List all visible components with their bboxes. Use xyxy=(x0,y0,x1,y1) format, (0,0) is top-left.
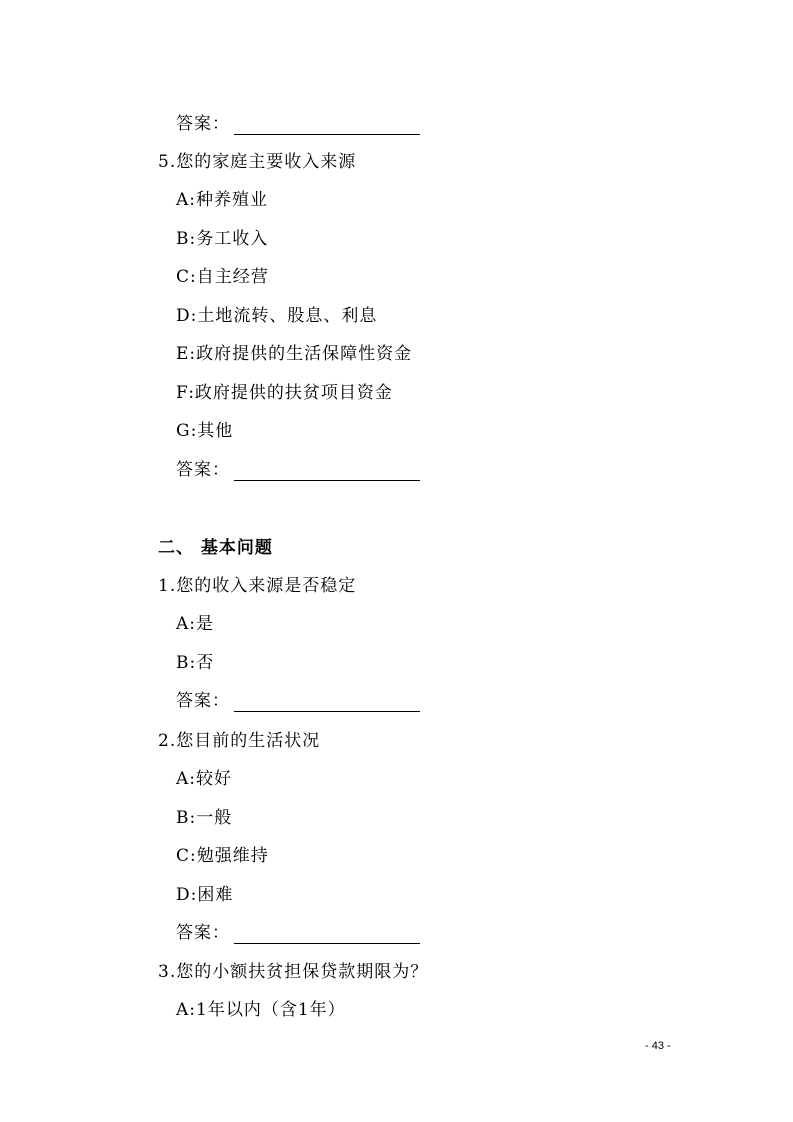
question-title: 1.您的收入来源是否稳定 xyxy=(158,576,357,596)
section-heading: 二、 基本问题 xyxy=(158,538,273,558)
question-title: 2.您目前的生活状况 xyxy=(158,731,321,751)
option-b: B:否 xyxy=(176,653,215,673)
answer-label: 答案： xyxy=(176,114,230,134)
option-g: G:其他 xyxy=(176,421,234,441)
option-d: D:土地流转、股息、利息 xyxy=(176,306,378,326)
answer-label: 答案： xyxy=(176,691,230,711)
option-b: B:一般 xyxy=(176,808,233,828)
option-c: C:自主经营 xyxy=(176,267,269,287)
option-b: B:务工收入 xyxy=(176,229,269,249)
answer-label: 答案： xyxy=(176,460,230,480)
answer-line xyxy=(176,690,420,712)
answer-blank[interactable] xyxy=(234,116,420,135)
answer-line xyxy=(176,113,420,135)
option-a: A:是 xyxy=(176,614,215,634)
option-a: A:种养殖业 xyxy=(176,190,269,210)
answer-line xyxy=(176,922,420,944)
answer-line xyxy=(176,459,420,481)
option-d: D:困难 xyxy=(176,885,234,905)
question-title: 3.您的小额扶贫担保贷款期限为？ xyxy=(158,962,429,982)
option-c: C:勉强维持 xyxy=(176,846,269,866)
answer-blank[interactable] xyxy=(234,925,420,944)
option-e: E:政府提供的生活保障性资金 xyxy=(176,344,413,364)
option-f: F:政府提供的扶贫项目资金 xyxy=(176,383,393,403)
question-title: 5.您的家庭主要收入来源 xyxy=(158,152,357,172)
page-number: - 43 - xyxy=(645,1040,671,1052)
option-a: A:1年以内（含1年） xyxy=(176,1000,346,1020)
answer-blank[interactable] xyxy=(234,693,420,712)
answer-blank[interactable] xyxy=(234,462,420,481)
option-a: A:较好 xyxy=(176,769,233,789)
answer-label: 答案： xyxy=(176,923,230,943)
